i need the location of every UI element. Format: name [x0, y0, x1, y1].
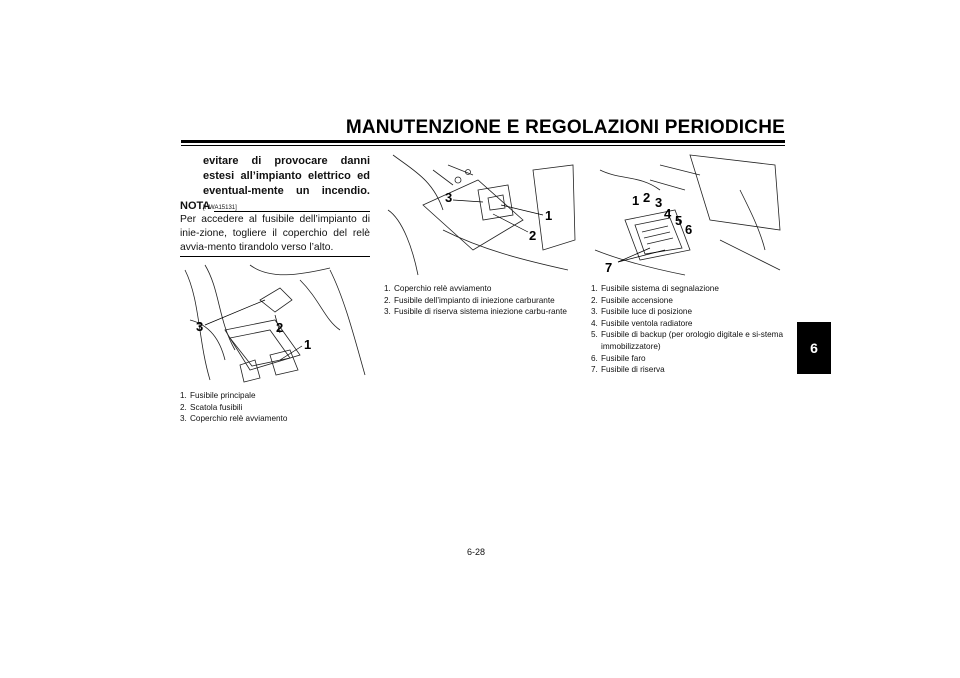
- caption-item: [591, 295, 787, 307]
- figure-1-captions: [180, 390, 370, 425]
- page-title: MANUTENZIONE E REGOLAZIONI PERIODICHE: [345, 117, 785, 138]
- title-rule: [181, 140, 785, 143]
- caption-item: [591, 283, 787, 295]
- caption-text: Fusibile di riserva sistema iniezione carbu-rante: [394, 307, 567, 317]
- nota-rule: [214, 205, 370, 212]
- nota-label: NOTA: [180, 200, 211, 212]
- fig3-callout-3: 3: [655, 195, 663, 210]
- chapter-tab: 6: [797, 322, 831, 374]
- caption-text: Fusibile faro: [601, 353, 646, 363]
- caption-text: Fusibile luce di posizione: [601, 307, 693, 317]
- warning-text: evitare di provocare danni estesi all’impianto elettrico ed eventual-mente un incendio.: [203, 155, 370, 197]
- figure-3-illustration: [590, 150, 785, 278]
- fig3-callout-2: 2: [643, 190, 651, 205]
- nota-heading: [180, 200, 370, 212]
- caption-item: [384, 295, 580, 307]
- caption-item: [180, 402, 370, 414]
- caption-number: 2.: [384, 295, 391, 305]
- caption-text: Fusibile principale: [190, 391, 256, 400]
- caption-text: Fusibile di riserva: [601, 365, 665, 375]
- figure-1-illustration: [180, 260, 370, 385]
- fig2-callout-3: 3: [445, 190, 453, 205]
- caption-item: [591, 353, 787, 365]
- caption-item: [591, 318, 787, 330]
- fig3-callout-6: 6: [685, 222, 693, 237]
- caption-text: Fusibile sistema di segnalazione: [601, 284, 719, 293]
- caption-number: 1.: [591, 284, 598, 293]
- caption-text: Fusibile di backup (per orologio digitale e si-stema immobilizzatore): [601, 330, 784, 351]
- caption-item: [384, 306, 580, 318]
- caption-number: 7.: [591, 365, 598, 375]
- caption-number: 3.: [384, 307, 391, 317]
- caption-number: 2.: [180, 402, 187, 412]
- caption-item: [384, 283, 580, 295]
- figure-2-illustration: [383, 150, 578, 278]
- nota-end-rule: [180, 256, 370, 257]
- fig1-callout-2: 2: [276, 320, 284, 335]
- caption-number: 3.: [591, 307, 598, 317]
- caption-number: 1.: [384, 284, 391, 293]
- caption-item: [591, 364, 787, 376]
- caption-text: Fusibile ventola radiatore: [601, 318, 693, 328]
- caption-number: 2.: [591, 295, 598, 305]
- caption-number: 5.: [591, 330, 598, 340]
- caption-text: Fusibile dell’impianto di iniezione carburante: [394, 295, 555, 305]
- nota-body: Per accedere al fusibile dell’impianto di inie-zione, togliere il coperchio del relè avvia-mento tirandolo verso l’alto.: [180, 214, 370, 253]
- caption-number: 4.: [591, 318, 598, 328]
- fig3-callout-7: 7: [605, 260, 613, 275]
- caption-item: [591, 306, 787, 318]
- caption-number: 6.: [591, 353, 598, 363]
- caption-item: [591, 329, 787, 352]
- fig3-callout-1: 1: [632, 193, 640, 208]
- caption-number: 1.: [180, 391, 187, 400]
- fig2-callout-2: 2: [529, 228, 537, 243]
- caption-text: Coperchio relè avviamento: [190, 414, 288, 424]
- figure-3-captions: [591, 283, 787, 376]
- fig3-callout-4: 4: [664, 206, 672, 221]
- caption-number: 3.: [180, 414, 187, 424]
- caption-item: [180, 413, 370, 425]
- figure-2-captions: [384, 283, 580, 318]
- title-rule-thin: [181, 145, 785, 146]
- caption-text: Coperchio relè avviamento: [394, 284, 492, 293]
- caption-item: [180, 390, 370, 402]
- caption-text: Fusibile accensione: [601, 295, 673, 305]
- page-number: 6-28: [467, 547, 486, 557]
- warning-code: [HWA15131]: [203, 205, 237, 211]
- fig3-callout-5: 5: [675, 213, 683, 228]
- fig2-callout-1: 1: [545, 208, 553, 223]
- caption-text: Scatola fusibili: [190, 402, 243, 412]
- fig1-callout-1: 1: [304, 337, 312, 352]
- fig1-callout-3: 3: [196, 319, 204, 334]
